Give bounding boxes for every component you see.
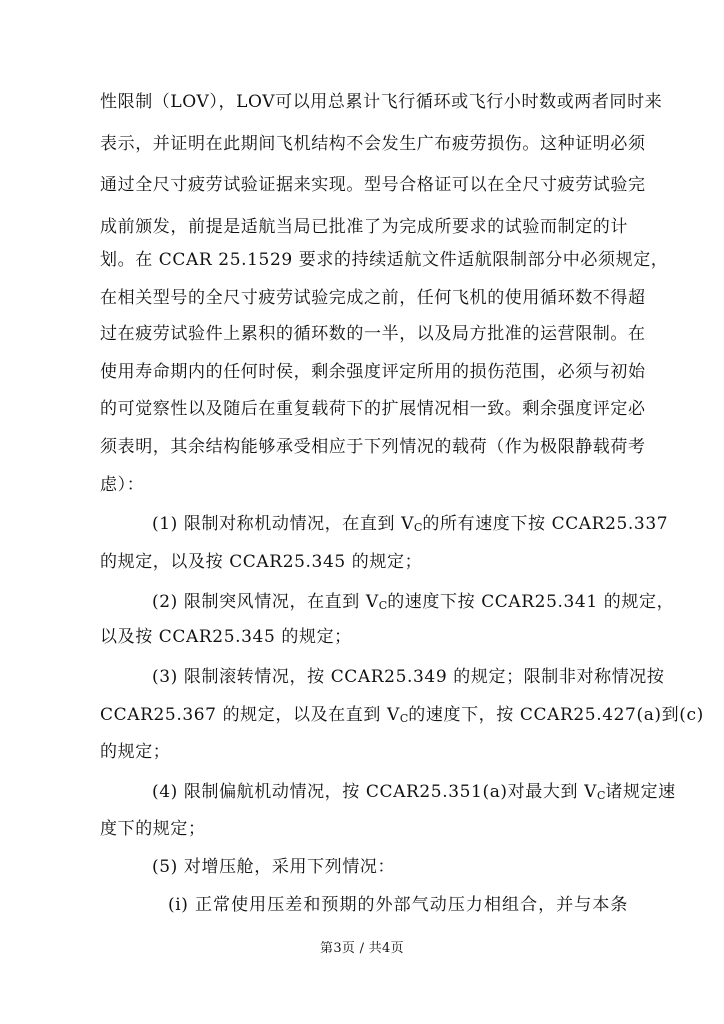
item-text: 的速度下按 CCAR25.341 的规定，: [387, 592, 675, 612]
item-text: 的速度下，按 CCAR25.427(a)到(c): [408, 705, 704, 725]
body-text-line: 划。在 CCAR 25.1529 要求的持续适航文件适航限制部分中必须规定，: [100, 250, 669, 270]
list-item-3-line-1: (3) 限制滚转情况，按 CCAR25.349 的规定；限制非对称情况按: [152, 667, 665, 687]
item-text: 诸规定速: [605, 782, 676, 802]
subscript: C: [413, 521, 423, 534]
list-item-3-line-3: 的规定；: [100, 742, 171, 762]
body-text-line: 的可觉察性以及随后在重复载荷下的扩展情况相一致。剩余强度评定必: [100, 399, 646, 419]
list-item-4-line-1: [152, 780, 676, 808]
list-item-3-line-2: [100, 703, 704, 731]
list-subitem-i: (i) 正常使用压差和预期的外部气动压力相组合，并与本条: [168, 895, 628, 915]
subscript: C: [378, 599, 388, 612]
list-item-1-line-1: [152, 512, 669, 540]
body-text-line: 使用寿命期内的任何时侯，剩余强度评定所用的损伤范围，必须与初始: [100, 362, 646, 382]
body-text-line: 虑）：: [100, 475, 145, 495]
body-text-line: 过在疲劳试验件上累积的循环数的一半，以及局方批准的运营限制。在: [100, 324, 646, 344]
item-text: (2) 限制突风情况，在直到 V: [152, 592, 379, 612]
item-text: (1) 限制对称机动情况，在直到 V: [152, 514, 414, 534]
body-text-line: 在相关型号的全尺寸疲劳试验完成之前，任何飞机的使用循环数不得超: [100, 288, 646, 308]
list-item-2-line-2: 以及按 CCAR25.345 的规定；: [100, 627, 352, 647]
list-item-2-line-1: [152, 590, 675, 618]
list-item-4-line-2: 度下的规定；: [100, 819, 206, 839]
list-item-1-line-2: 的规定，以及按 CCAR25.345 的规定；: [100, 552, 423, 572]
body-text-line: 成前颁发，前提是适航当局已批准了为完成所要求的试验而制定的计: [100, 217, 628, 237]
body-text-line: 须表明，其余结构能够承受相应于下列情况的载荷（作为极限静载荷考: [100, 437, 646, 457]
item-text: (4) 限制偏航机动情况，按 CCAR25.351(a)对最大到 V: [152, 782, 597, 802]
subscript: C: [399, 712, 409, 725]
item-text: CCAR25.367 的规定，以及在直到 V: [100, 705, 400, 725]
body-text-line: 表示，并证明在此期间飞机结构不会发生广布疲劳损伤。这种证明必须: [100, 134, 646, 154]
body-text-line: 通过全尺寸疲劳试验证据来实现。型号合格证可以在全尺寸疲劳试验完: [100, 175, 646, 195]
list-item-5-line-1: (5) 对增压舱，采用下列情况：: [152, 857, 396, 877]
body-text-line: 性限制（LOV），LOV可以用总累计飞行循环或飞行小时数或两者同时来: [100, 92, 663, 112]
page-number-footer: 第3页 / 共4页: [320, 941, 404, 956]
item-text: 的所有速度下按 CCAR25.337: [422, 514, 669, 534]
subscript: C: [596, 789, 606, 802]
